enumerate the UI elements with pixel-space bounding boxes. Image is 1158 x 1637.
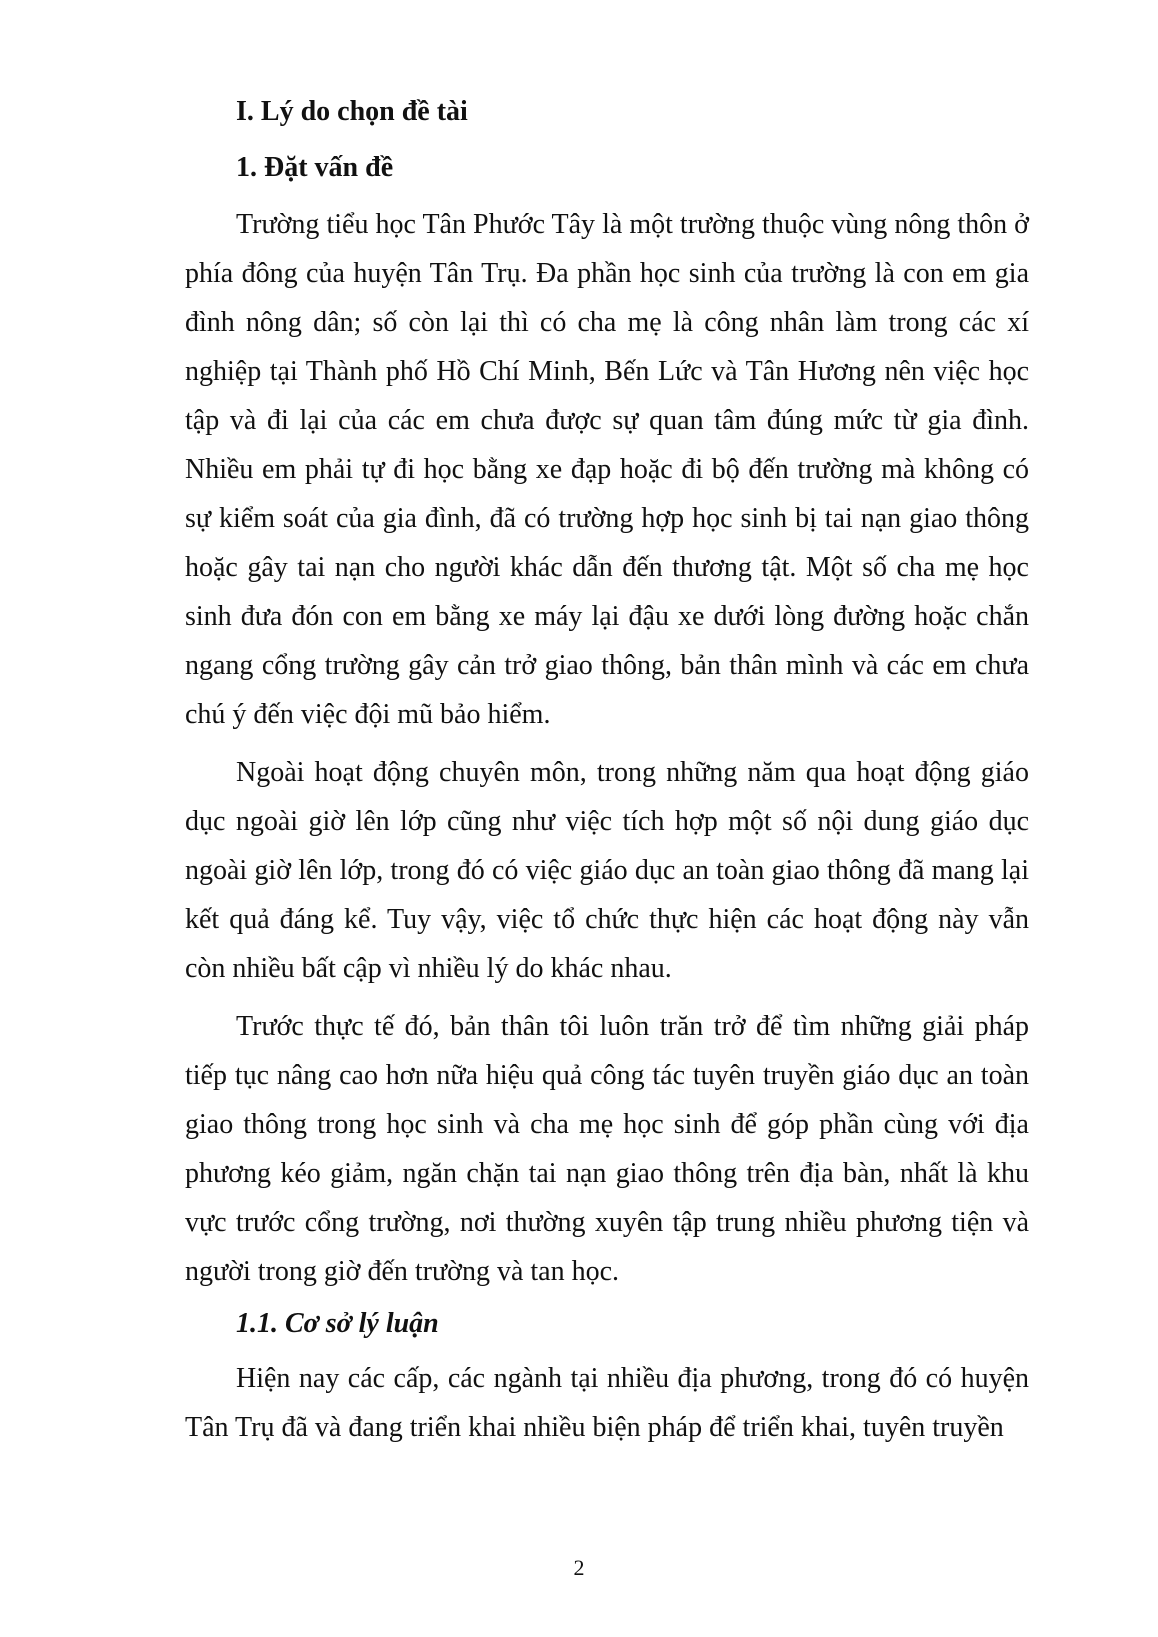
paragraph-activities: Ngoài hoạt động chuyên môn, trong những năm qua hoạt động giáo dục ngoài giờ lên lớp cũng như việc tích hợp một số nội dung giáo dục ngoài giờ lên lớp, trong đó có việc giáo dục an toàn giao thông đã mang lại kết quả đáng kể. Tuy vậy, việc tổ chức thực hiện các hoạt động này vẫn còn nhiều bất cập vì nhiều lý do khác nhau.	[185, 757, 1029, 984]
subsection-heading: 1. Đặt vấn đề	[236, 152, 394, 183]
paragraph-intro: Trường tiểu học Tân Phước Tây là một trường thuộc vùng nông thôn ở phía đông của huyện Tân Trụ. Đa phần học sinh của trường là con em gia đình nông dân; số còn lại thì có cha mẹ là công nhân làm trong các xí nghiệp tại Thành phố Hồ Chí Minh, Bến Lức và Tân Hương nên việc học tập và đi lại của các em chưa được sự quan tâm đúng mức từ gia đình. Nhiều em phải tự đi học bằng xe đạp hoặc đi bộ đến trường mà không có sự kiểm soát của gia đình, đã có trường hợp học sinh bị tai nạn giao thông hoặc gây tai nạn cho người khác dẫn đến thương tật. Một số cha mẹ học sinh đưa đón con em bằng xe máy lại đậu xe dưới lòng đường hoặc chắn ngang cổng trường gây cản trở giao thông, bản thân mình và các em chưa chú ý đến việc đội mũ bảo hiểm.	[185, 209, 1029, 730]
section-heading: I. Lý do chọn đề tài	[236, 96, 468, 127]
page-content	[185, 88, 1029, 1461]
paragraph-theory: Hiện nay các cấp, các ngành tại nhiều địa phương, trong đó có huyện Tân Trụ đã và đang triển khai nhiều biện pháp để triển khai, tuyên truyền	[185, 1363, 1029, 1443]
theory-heading: 1.1. Cơ sở lý luận	[236, 1308, 439, 1339]
paragraph-solutions: Trước thực tế đó, bản thân tôi luôn trăn trở để tìm những giải pháp tiếp tục nâng cao hơn nữa hiệu quả công tác tuyên truyền giáo dục an toàn giao thông trong học sinh và cha mẹ học sinh để góp phần cùng với địa phương kéo giảm, ngăn chặn tai nạn giao thông trên địa bàn, nhất là khu vực trước cổng trường, nơi thường xuyên tập trung nhiều phương tiện và người trong giờ đến trường và tan học.	[185, 1011, 1029, 1287]
page-number: 2	[573, 1555, 585, 1580]
